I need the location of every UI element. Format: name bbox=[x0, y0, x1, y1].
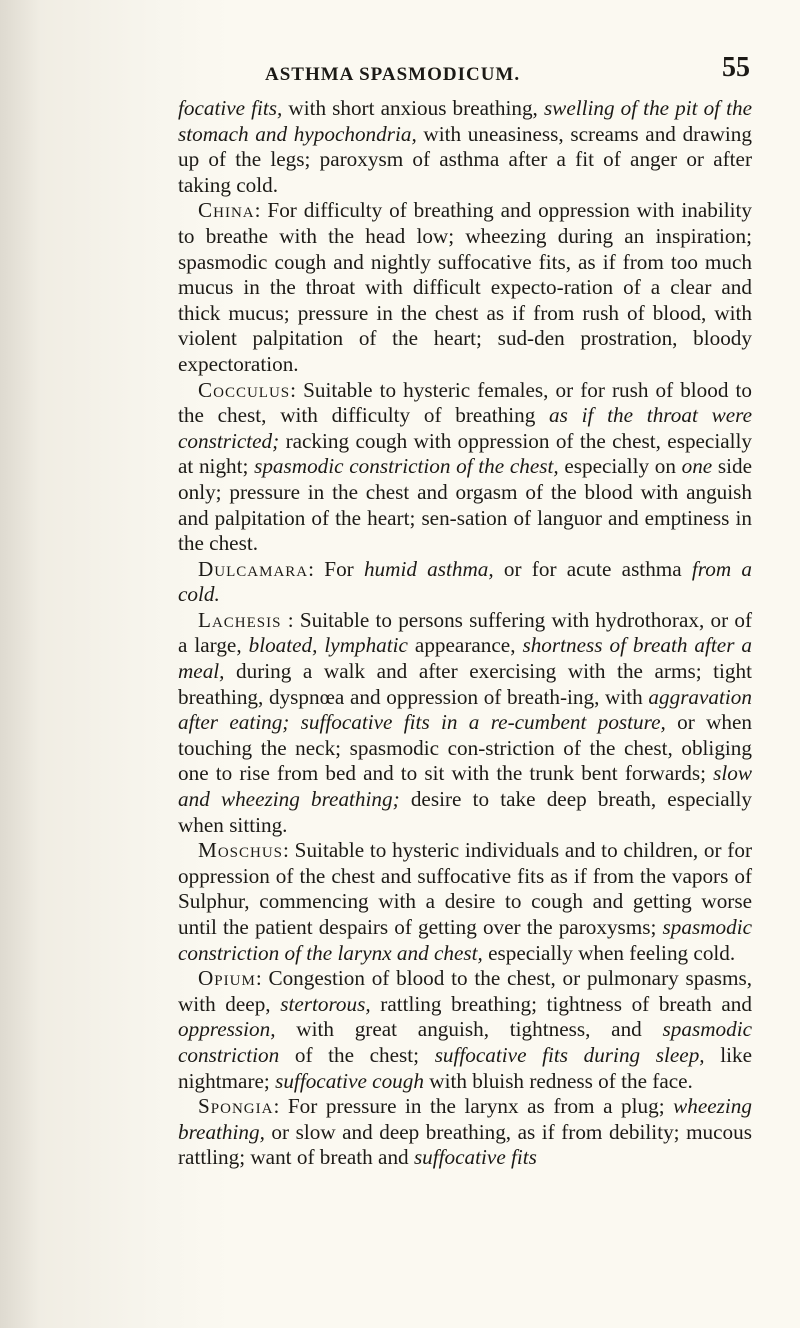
body-text bbox=[178, 96, 752, 1171]
italic-text: oppression, bbox=[178, 1017, 276, 1042]
text: racking cough with oppression of the chest, especially at night; bbox=[178, 428, 752, 479]
remedy-name: Opium bbox=[198, 966, 256, 991]
remedy-name: Spongia bbox=[198, 1094, 274, 1119]
italic-text: bloated, lymphatic bbox=[248, 633, 408, 658]
text: during a walk and after exercising with the arms; tight breathing, dyspnœa and oppression of breath-ing, with bbox=[178, 659, 752, 709]
italic-text: aggravation after eating; suffocative fits in a re-cumbent posture, bbox=[178, 684, 752, 735]
italic-text: focative fits, bbox=[178, 96, 283, 120]
text: For pressure in the larynx as from a plug; bbox=[279, 1094, 674, 1119]
italic-text: spasmodic constriction bbox=[178, 1017, 752, 1067]
running-title: ASTHMA SPASMODICUM. bbox=[265, 64, 521, 85]
text: desire to take deep breath, especially when sitting. bbox=[178, 787, 753, 837]
italic-text: from a cold. bbox=[178, 556, 752, 607]
italic-text: spasmodic constriction of the chest, bbox=[254, 454, 559, 479]
italic-text: stertorous, bbox=[280, 991, 371, 1016]
italic-text: suffocative fits during sleep, bbox=[434, 1042, 705, 1067]
remedy-name: Moschus bbox=[198, 838, 284, 863]
remedy-entry-moschus: Moschus: Suitable to hysteric individuals and to children, or for oppression of the chest and suffocative fits as if from the vapors of Sulphur, commencing with a desire to cough and getting worse until the patient despairs of getting over the paroxysms; spasmodic constriction of the larynx and chest, especially when feeling cold. bbox=[178, 838, 752, 965]
text: Suitable to hysteric females, or for rush of blood to the chest, with difficulty of breathing bbox=[178, 377, 752, 428]
text: of the chest; bbox=[279, 1042, 435, 1067]
italic-text: as if the throat were constricted; bbox=[178, 403, 752, 453]
page-number: 55 bbox=[722, 52, 750, 83]
italic-text: spasmodic constriction of the larynx and chest, bbox=[178, 915, 752, 965]
text: For bbox=[314, 556, 364, 581]
italic-text: slow and wheezing breathing; bbox=[178, 761, 752, 812]
italic-text: wheezing breathing, bbox=[178, 1094, 752, 1144]
remedy-entry-dulcamara: Dulcamara: For humid asthma, or for acute asthma from a cold. bbox=[178, 556, 752, 607]
text: Congestion of blood to the chest, or pulmonary spasms, with deep, bbox=[178, 966, 752, 1016]
text: like nightmare; bbox=[178, 1042, 752, 1093]
italic-text: suffocative cough bbox=[275, 1068, 424, 1093]
text: with uneasiness, screams and drawing up of the legs; paroxysm of asthma after a fit of anger or after taking cold. bbox=[178, 121, 752, 197]
remedy-name: Dulcamara bbox=[198, 556, 309, 581]
page-edge-shadow bbox=[0, 0, 40, 1328]
text: with short anxious breathing, bbox=[282, 96, 544, 120]
text: rattling breathing; tightness of breath and bbox=[370, 991, 752, 1016]
text: especially when feeling cold. bbox=[482, 940, 736, 965]
italic-text: humid asthma, bbox=[363, 556, 494, 581]
italic-text: swelling of the pit of the stomach and hypochondria, bbox=[178, 96, 752, 146]
text: or when touching the neck; spasmodic con-striction of the chest, obliging one to rise from bed and to sit with the trunk bent forwards; bbox=[178, 710, 752, 786]
running-header bbox=[178, 52, 752, 88]
italic-text: suffocative fits bbox=[413, 1145, 537, 1170]
text: Suitable to hysteric individuals and to children, or for oppression of the chest and suffocative fits as if from the vapors of Sulphur, commencing with a desire to cough and getting worse until the patient despairs of getting over the paroxysms; bbox=[178, 838, 752, 939]
remedy-entry-lachesis: Lachesis : Suitable to persons suffering with hydrothorax, or of a large, bloated, lymphatic appearance, shortness of breath after a meal, during a walk and after exercising with the arms; tight breathing, dyspnœa and oppression of breath-ing, with aggravation after eating; suffocative fits in a re-cumbent posture, or when touching the neck; spasmodic con-striction of the chest, obliging one to rise from bed and to sit with the trunk bent forwards; slow and wheezing breathing; desire to take deep breath, especially when sitting. bbox=[178, 607, 753, 837]
text: especially on bbox=[558, 454, 682, 479]
remedy-entry-spongia: Spongia: For pressure in the larynx as from a plug; wheezing breathing, or slow and deep breathing, as if from debility; mucous rattling; want of breath and suffocative fits bbox=[178, 1094, 752, 1170]
text: side only; pressure in the chest and orgasm of the blood with anguish and palpitation of the heart; sen-sation of languor and emptiness in the chest. bbox=[178, 454, 752, 556]
italic-text: shortness of breath after a meal, bbox=[178, 633, 752, 684]
text: appearance, bbox=[407, 633, 523, 658]
remedy-name: Cocculus bbox=[198, 377, 291, 402]
remedy-entry-opium: Opium: Congestion of blood to the chest, or pulmonary spasms, with deep, stertorous, rattling breathing; tightness of breath and oppression, with great anguish, tightness, and spasmodic constriction of the chest; suffocative fits during sleep, like nightmare; suffocative cough with bluish redness of the face. bbox=[178, 966, 752, 1093]
remedy-name: Lachesis bbox=[198, 607, 282, 632]
text: or slow and deep breathing, as if from debility; mucous rattling; want of breath and bbox=[178, 1119, 752, 1170]
text: with bluish redness of the face. bbox=[423, 1068, 693, 1093]
remedy-entry-china: China: For difficulty of breathing and oppression with inability to breathe with the head low; wheezing during an inspiration; spasmodic cough and nightly suffocative fits, as if from too much mucus in the throat with difficult expecto-ration of a clear and thick mucus; pressure in the chest as if from rush of blood, with violent palpitation of the heart; sud-den prostration, bloody expectoration. bbox=[178, 198, 752, 376]
text: For difficulty of breathing and oppression with inability to breathe with the head low; wheezing during an inspiration; spasmodic cough and nightly suffocative fits, as if from too much mucus in the throat with difficult expecto-ration of a clear and thick mucus; pressure in the chest as if from rush of blood, with violent palpitation of the heart; sud-den prostration, bloody expectoration. bbox=[178, 198, 752, 376]
paragraph-continuation bbox=[178, 96, 752, 198]
remedy-entry-cocculus: Cocculus: Suitable to hysteric females, or for rush of blood to the chest, with difficulty of breathing as if the throat were constricted; racking cough with oppression of the chest, especially at night; spasmodic constriction of the chest, especially on one side only; pressure in the chest and orgasm of the blood with anguish and palpitation of the heart; sen-sation of languor and emptiness in the chest. bbox=[178, 377, 752, 556]
text: or for acute asthma bbox=[493, 556, 692, 581]
italic-text: one bbox=[681, 454, 713, 479]
text: Suitable to persons suffering with hydrothorax, or of a large, bbox=[178, 607, 753, 658]
text: with great anguish, tightness, and bbox=[275, 1017, 663, 1042]
remedy-name: China bbox=[198, 198, 255, 223]
